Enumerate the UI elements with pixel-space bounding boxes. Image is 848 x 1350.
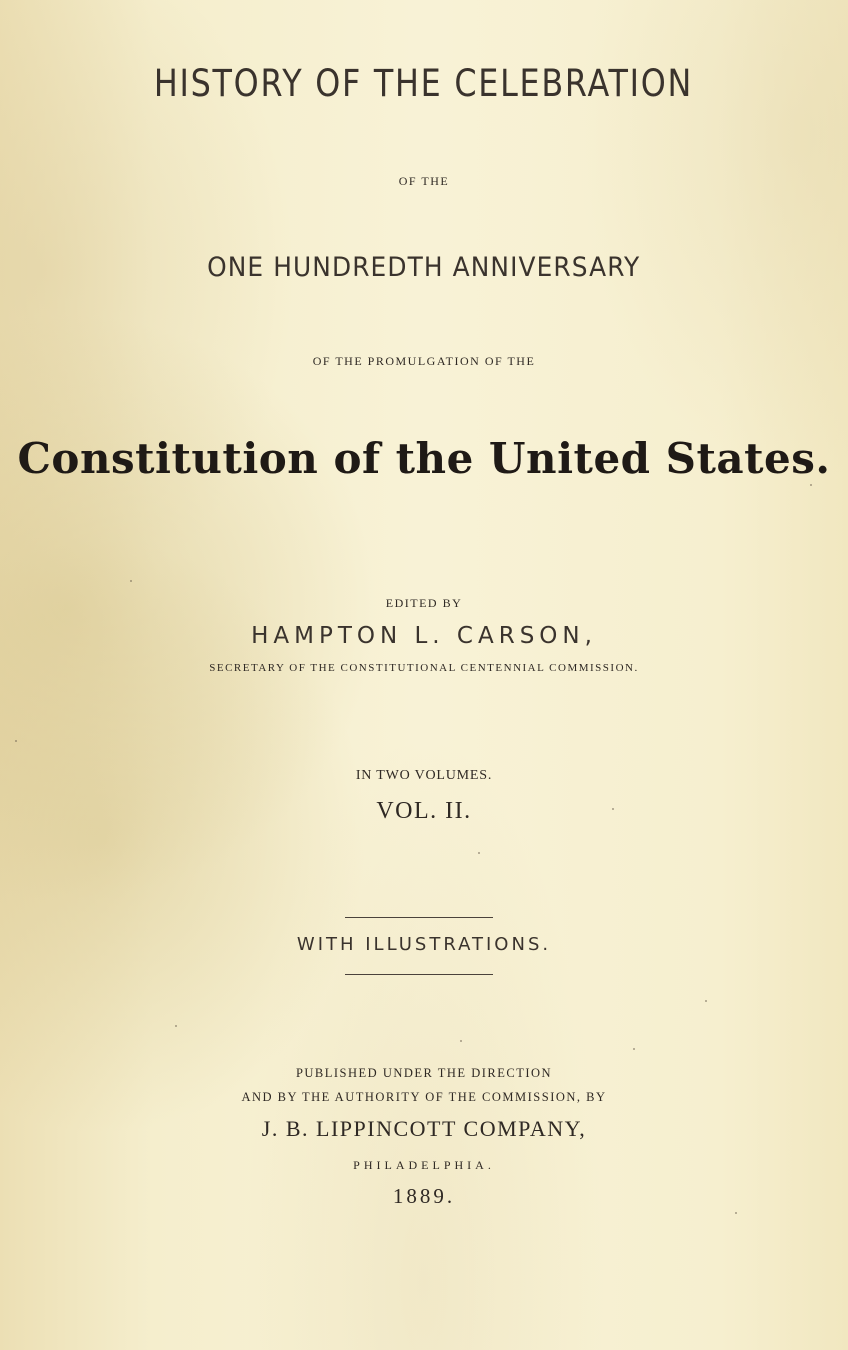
paper-speck: [130, 580, 132, 582]
paper-speck: [460, 1040, 462, 1042]
edited-by-label: EDITED BY: [385, 596, 463, 610]
book-title: HISTORY OF THE CELEBRATION: [153, 62, 694, 105]
promulgation-line: OF THE PROMULGATION OF THE: [312, 354, 536, 368]
paper-speck: [705, 1000, 707, 1002]
volumes-line: IN TWO VOLUMES.: [355, 768, 493, 783]
publisher-name: J. B. LIPPINCOTT COMPANY,: [261, 1116, 587, 1141]
publication-year: 1889.: [392, 1184, 456, 1208]
top-rule: [345, 917, 493, 918]
publisher-city: PHILADELPHIA.: [353, 1158, 495, 1172]
paper-speck: [810, 484, 812, 486]
paper-speck: [735, 1212, 737, 1214]
illustrations-line: WITH ILLUSTRATIONS.: [296, 934, 552, 955]
editor-role: SECRETARY OF THE CONSTITUTIONAL CENTENNIAL COMMISSION.: [209, 662, 639, 674]
paper-speck: [478, 852, 480, 854]
of-the-line: OF THE: [398, 174, 450, 188]
anniversary-line: ONE HUNDREDTH ANNIVERSARY: [207, 252, 641, 283]
paper-speck: [15, 740, 17, 742]
paper-speck: [175, 1025, 177, 1027]
published-line-1: PUBLISHED UNDER THE DIRECTION: [295, 1066, 553, 1080]
published-line-2: AND BY THE AUTHORITY OF THE COMMISSION, BY: [241, 1090, 607, 1104]
volume-number: VOL. II.: [376, 798, 472, 824]
editor-name: HAMPTON L. CARSON,: [251, 623, 597, 649]
paper-speck: [612, 808, 614, 810]
constitution-heading: Constitution of the United States.: [17, 434, 831, 483]
paper-speck: [633, 1048, 635, 1050]
bottom-rule: [345, 974, 493, 975]
